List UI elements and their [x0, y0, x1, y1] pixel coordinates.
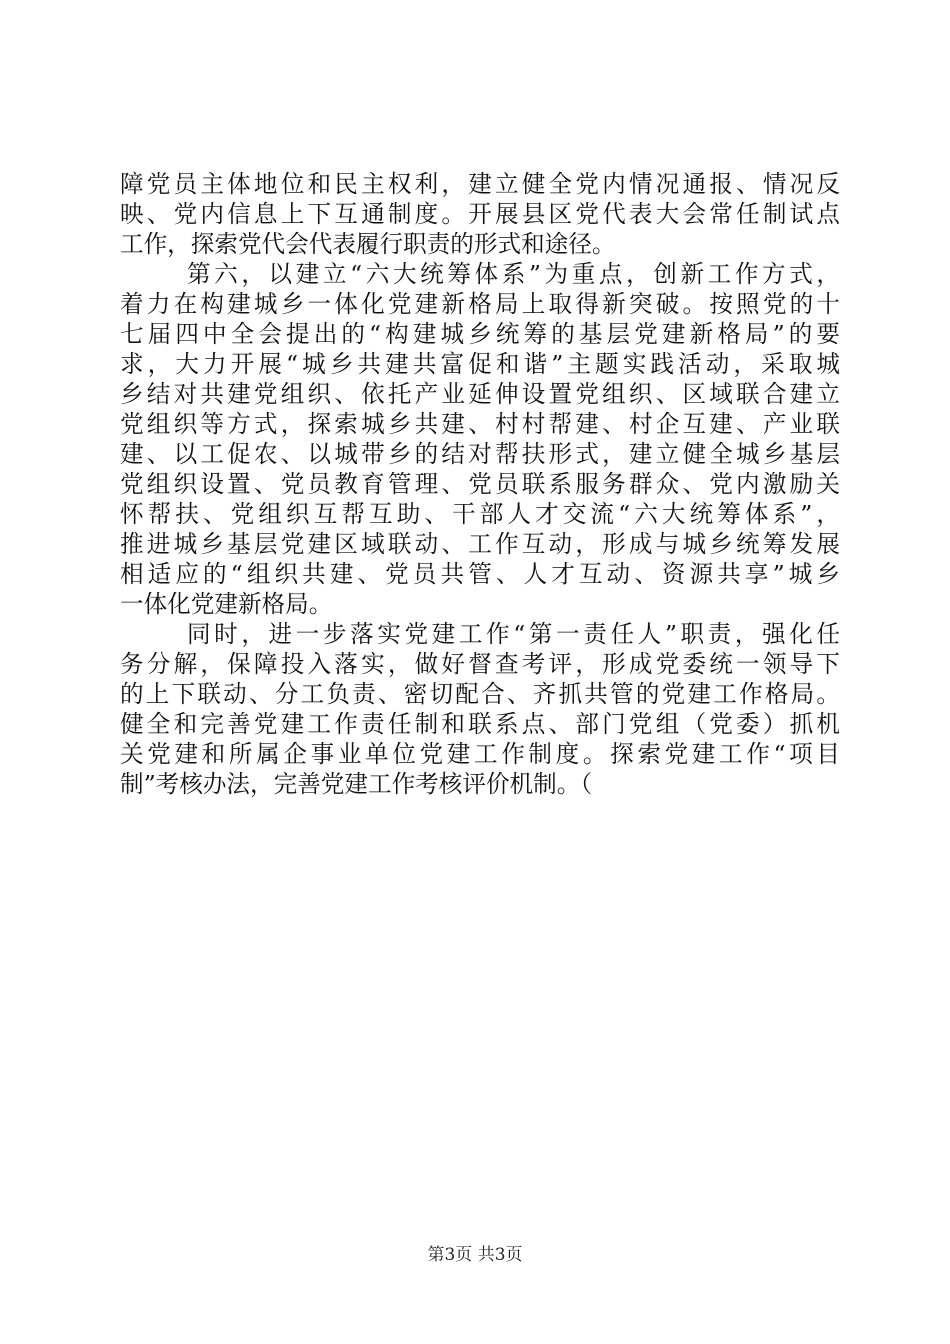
text-line: 怀帮扶、党组织互帮互助、干部人才交流“六大统筹体系”， — [120, 500, 840, 528]
text-line: 推进城乡基层党建区域联动、工作互动，形成与城乡统筹发展 — [120, 530, 840, 558]
text-line: 同时，进一步落实党建工作“第一责任人”职责，强化任 — [187, 620, 840, 648]
text-line: 制”考核办法，完善党建工作考核评价机制。（ — [120, 770, 593, 798]
page-number-footer: 第3页 共3页 — [427, 1245, 523, 1265]
text-line: 关党建和所属企事业单位党建工作制度。探索党建工作“项目 — [120, 740, 840, 768]
text-line: 党组织设置、党员教育管理、党员联系服务群众、党内激励关 — [120, 470, 840, 498]
text-line: 建、以工促农、以城带乡的结对帮扶形式，建立健全城乡基层 — [120, 440, 840, 468]
text-line: 一体化党建新格局。 — [120, 590, 333, 618]
text-line: 求，大力开展“城乡共建共富促和谐”主题实践活动，采取城 — [120, 350, 840, 378]
text-line: 七届四中全会提出的“构建城乡统筹的基层党建新格局”的要 — [120, 320, 840, 348]
text-line: 务分解，保障投入落实，做好督查考评，形成党委统一领导下 — [120, 650, 840, 678]
text-line: 第六，以建立“六大统筹体系”为重点，创新工作方式， — [187, 260, 840, 288]
text-line: 障党员主体地位和民主权利，建立健全党内情况通报、情况反 — [120, 170, 840, 198]
text-line: 乡结对共建党组织、依托产业延伸设置党组织、区域联合建立 — [120, 380, 840, 408]
text-line: 党组织等方式，探索城乡共建、村村帮建、村企互建、产业联 — [120, 410, 840, 438]
document-body — [120, 169, 840, 799]
text-line: 映、党内信息上下互通制度。开展县区党代表大会常任制试点 — [120, 200, 840, 228]
text-line: 相适应的“组织共建、党员共管、人才互动、资源共享”城乡 — [120, 560, 840, 588]
text-line: 工作，探索党代会代表履行职责的形式和途径。 — [120, 230, 616, 258]
text-line: 着力在构建城乡一体化党建新格局上取得新突破。按照党的十 — [120, 290, 840, 318]
text-line: 健全和完善党建工作责任制和联系点、部门党组（党委）抓机 — [120, 710, 840, 738]
text-line: 的上下联动、分工负责、密切配合、齐抓共管的党建工作格局。 — [120, 680, 840, 708]
